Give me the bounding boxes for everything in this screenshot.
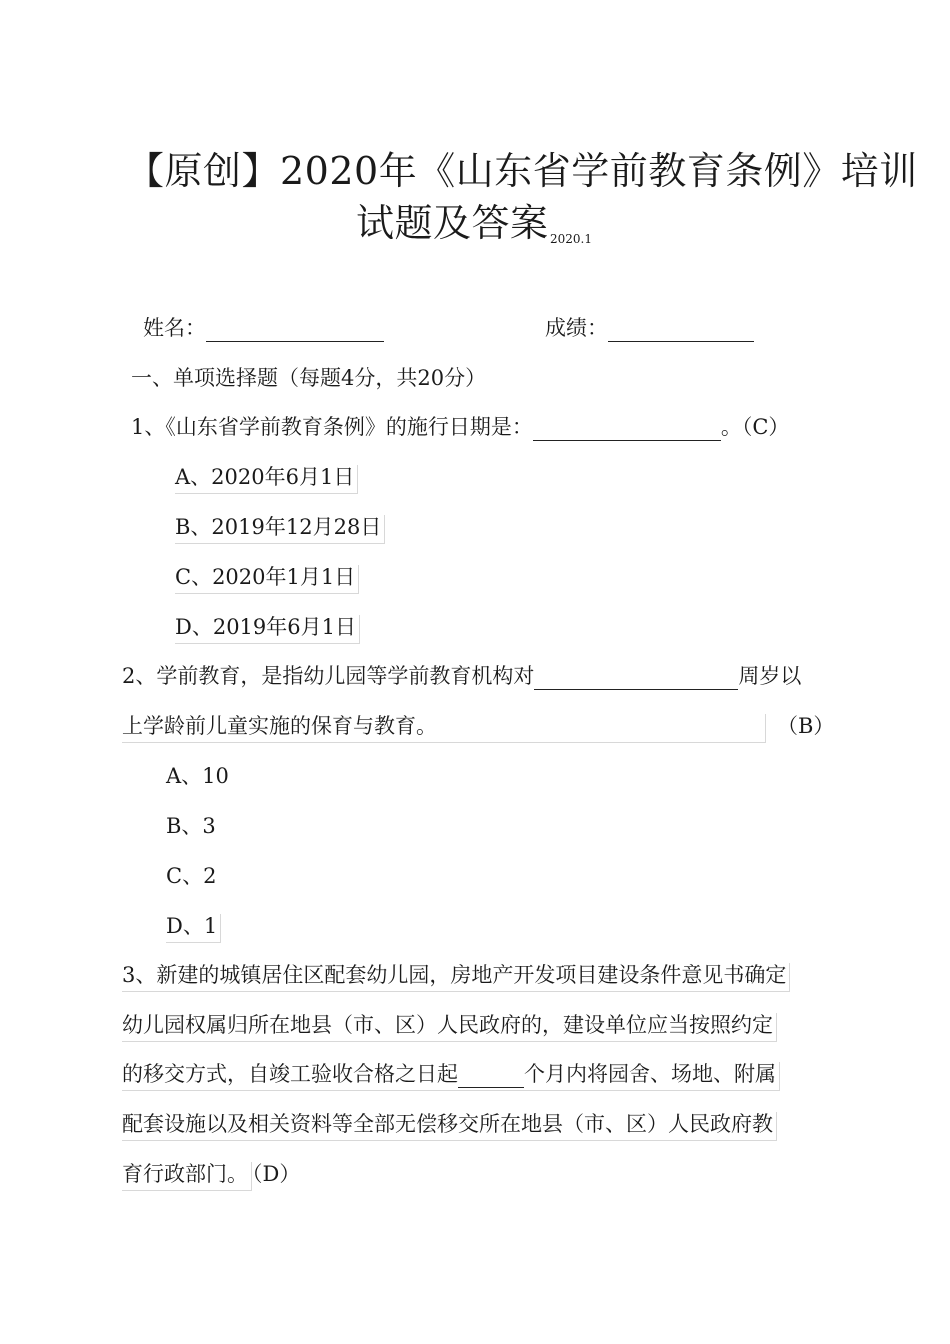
question-2-answer: （B） <box>777 714 835 738</box>
question-3-answer: （D） <box>252 1162 301 1186</box>
score-label: 成绩： <box>545 316 608 340</box>
question-1-option-b <box>175 511 385 541</box>
question-3-text: 幼儿园权属归所在地县（市、区）人民政府的，建设单位应当按照约定 <box>122 1013 777 1042</box>
question-2-text: 2、学前教育，是指幼儿园等学前教育机构对 <box>122 664 535 688</box>
option-text: C、2020年1月1日 <box>175 565 359 594</box>
question-3-text-end: 个月内将园舍、场地、附属 <box>524 1062 776 1086</box>
question-2-text-line2: 上学龄前儿童实施的保育与教育。 <box>122 714 766 743</box>
question-2-option-d <box>166 910 221 940</box>
name-field <box>143 312 384 342</box>
name-blank <box>206 315 384 342</box>
question-2-option-b: B、3 <box>166 814 216 838</box>
question-2-text-end: 周岁以 <box>738 664 802 688</box>
question-3-line5 <box>122 1158 300 1188</box>
question-1-blank <box>533 414 721 441</box>
question-3-line1 <box>122 959 790 989</box>
score-blank <box>608 315 754 342</box>
question-3-text-line3 <box>122 1062 780 1091</box>
question-3-blank <box>458 1061 524 1088</box>
score-field <box>545 312 754 342</box>
option-text: D、2019年6月1日 <box>175 615 360 644</box>
document-title-line2: 试题及答案 <box>356 201 549 245</box>
question-3-text: 3、新建的城镇居住区配套幼儿园，房地产开发项目建设条件意见书确定 <box>122 963 790 992</box>
section-heading: 一、单项选择题（每题4分，共20分） <box>131 366 487 390</box>
question-3-text: 的移交方式，自竣工验收合格之日起 <box>122 1062 458 1086</box>
question-1-stem <box>131 411 789 441</box>
question-3-text: 配套设施以及相关资料等全部无偿移交所在地县（市、区）人民政府教 <box>122 1112 777 1141</box>
option-text: B、2019年12月28日 <box>175 515 385 544</box>
question-3-line3 <box>122 1058 780 1088</box>
question-1-answer: 。（C） <box>720 415 790 439</box>
question-2-option-a: A、10 <box>166 764 229 788</box>
question-2-stem-line1 <box>122 660 801 690</box>
question-1-option-c <box>175 561 359 591</box>
question-1-option-d <box>175 611 360 641</box>
option-text: D、1 <box>166 914 221 943</box>
name-label: 姓名： <box>143 316 206 340</box>
question-3-text: 育行政部门。 <box>122 1162 252 1191</box>
question-2-option-c: C、2 <box>166 864 217 888</box>
question-2-stem-line2 <box>122 710 766 740</box>
question-3-line2 <box>122 1009 777 1039</box>
question-2-blank <box>534 663 738 690</box>
question-1-option-a <box>175 461 358 491</box>
question-1-text: 1、《山东省学前教育条例》的施行日期是： <box>131 415 533 439</box>
option-text: A、2020年6月1日 <box>175 465 358 494</box>
question-3-line4 <box>122 1108 777 1138</box>
document-title-line1: 【原创】2020年《山东省学前教育条例》培训 <box>126 149 918 193</box>
document-date: 2020.1 <box>550 232 592 246</box>
